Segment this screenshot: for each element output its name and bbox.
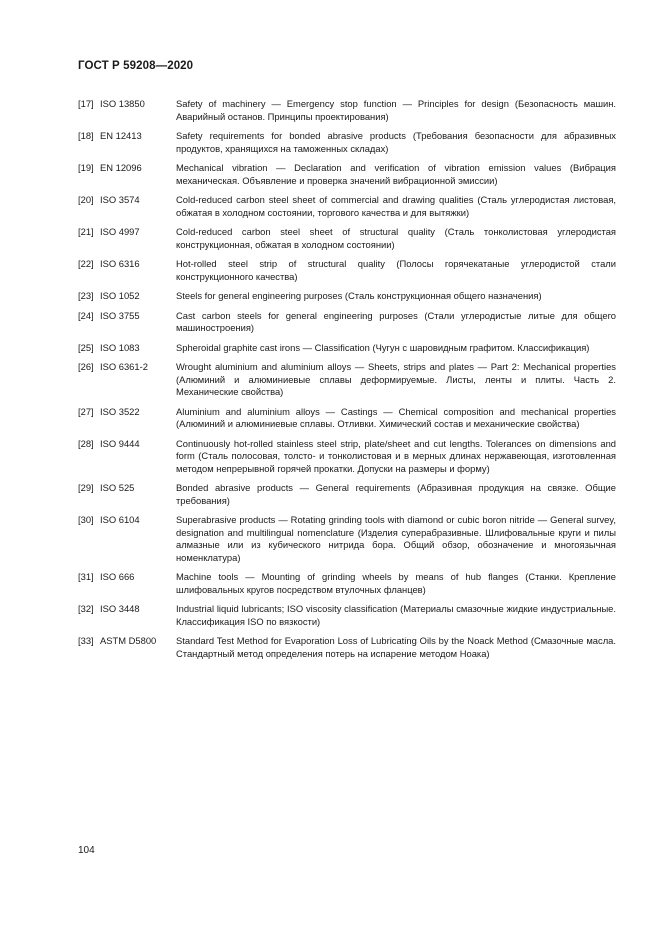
bibliography-entry [78,162,616,187]
entry-number: [31] [78,571,94,582]
entry-number: [19] [78,162,94,173]
standard-title: Cold-reduced carbon steel sheet of commercial and drawing qualities (Сталь углеродистая листовая, обжатая в холодном состоянии, торгового качества и для вытяжки) [176,194,616,218]
entry-number: [30] [78,514,94,525]
bibliography-entry [78,635,616,660]
bibliography-entry [78,514,616,564]
standard-code: ASTM D5800 [100,635,157,646]
standard-title: Continuously hot-rolled stainless steel strip, plate/sheet and cut lengths. Tolerances on dimensions and form (Сталь полосовая, толсто- и тонколистовая и в мерных длинах нержавеющая, изготовленная методом непрерывной горячей прокатки. Допуски на размеры и форму) [176,437,616,474]
bibliography-entry [78,571,616,596]
standard-code: ISO 1083 [100,341,140,353]
standard-title: Bonded abrasive products — General requirements (Абразивная продукция на связке. Общие требования) [176,482,616,506]
entry-number: [32] [78,603,94,614]
standard-code: ISO 1052 [100,290,140,301]
entry-number: [28] [78,437,94,449]
entry-number: [24] [78,309,94,321]
standard-title: Wrought aluminium and aluminium alloys — Sheets, strips and plates — Part 2: Mechanical properties (Алюминий и алюминиевые сплавы деформируемые. Листы, ленты и плиты. Часть 2. Механические свойства) [176,361,616,397]
bibliography-entry [78,98,616,123]
standard-code: ISO 3755 [100,309,140,321]
standard-code: ISO 9444 [100,437,140,449]
bibliography-entry [78,310,616,335]
standard-title: Spheroidal graphite cast irons — Classification (Чугун с шаровидным графитом. Классификация) [176,341,590,353]
standard-title: Hot-rolled steel strip of structural quality (Полосы горячекатаные углеродистой стали конструкционного качества) [176,258,616,282]
standard-code: EN 12413 [100,130,142,141]
bibliography-entry [78,194,616,219]
bibliography-entry [78,482,616,507]
standard-code: ISO 3448 [100,603,140,614]
bibliography-entry [78,342,616,355]
entry-number: [21] [78,226,94,237]
standard-title: Aluminium and aluminium alloys — Castings — Chemical composition and mechanical properties (Алюминий и алюминиевые сплавы. Отливки. Химический состав и механические свойства) [176,405,616,429]
entry-number: [17] [78,98,94,109]
entry-number: [29] [78,482,94,493]
entry-number: [18] [78,130,94,141]
standard-title: Standard Test Method for Evaporation Loss of Lubricating Oils by the Noack Method (Смазочные масла. Стандартный метод определения потерь на испарение методом Ноака) [176,635,616,659]
standard-code: ISO 3522 [100,405,140,417]
standard-title: Safety requirements for bonded abrasive products (Требования безопасности для абразивных продуктов, хранящихся на таможенных складах) [176,130,616,154]
standard-title: Mechanical vibration — Declaration and verification of vibration emission values (Вибрация механическая. Объявление и проверка значений вибрационной эмиссии) [176,162,616,186]
bibliography-entry [78,406,616,431]
entry-number: [33] [78,635,94,646]
entry-number: [25] [78,341,94,353]
bibliography-entry [78,361,616,399]
entry-number: [23] [78,290,94,301]
bibliography-entry [78,258,616,283]
standard-code: ISO 666 [100,571,135,582]
entry-number: [22] [78,258,94,269]
standard-code: ISO 13850 [100,98,145,109]
entry-number: [27] [78,405,94,417]
standard-code: ISO 6361-2 [100,361,148,372]
standard-title: Industrial liquid lubricants; ISO viscosity classification (Материалы смазочные жидкие индустриальные. Классификация ISO по вязкости) [176,603,616,627]
bibliography-entry [78,130,616,155]
bibliography-entry [78,290,616,303]
standard-title: Steels for general engineering purposes (Сталь конструкционная общего назначения) [176,290,542,301]
standard-code: EN 12096 [100,162,142,173]
bibliography-entry [78,226,616,251]
standard-code: ISO 525 [100,482,135,493]
standard-title: Machine tools — Mounting of grinding wheels by means of hub flanges (Станки. Крепление шлифовальных кругов посредством втулочных фланцев) [176,571,616,595]
standard-code: ISO 4997 [100,226,140,237]
standard-title: Safety of machinery — Emergency stop function — Principles for design (Безопасность машин. Аварийный останов. Принципы проектирования) [176,98,616,122]
bibliography-entry [78,603,616,628]
bibliography-entry [78,438,616,476]
standard-code: ISO 6316 [100,258,140,269]
standard-code: ISO 3574 [100,194,140,205]
bibliography-list [78,98,616,667]
standard-title: Cold-reduced carbon steel sheet of structural quality (Сталь тонколистовая углеродистая конструкционная, обжатая в холодном состоянии) [176,226,616,250]
standard-title: Superabrasive products — Rotating grinding tools with diamond or cubic boron nitride — General survey, designation and multilingual nomenclature (Изделия суперабразивные. Шлифовальные круги и пилы алмазные или из кубического нитрида бора. Общий обзор, обозначение и многоязычная номенклатура) [176,514,616,563]
standard-code: ISO 6104 [100,514,140,525]
entry-number: [20] [78,194,94,205]
document-header: ГОСТ Р 59208—2020 [78,60,194,72]
entry-number: [26] [78,361,94,372]
page-number: 104 [78,845,95,856]
standard-title: Cast carbon steels for general engineering purposes (Стали углеродистые литые для общего машиностроения) [176,309,616,333]
